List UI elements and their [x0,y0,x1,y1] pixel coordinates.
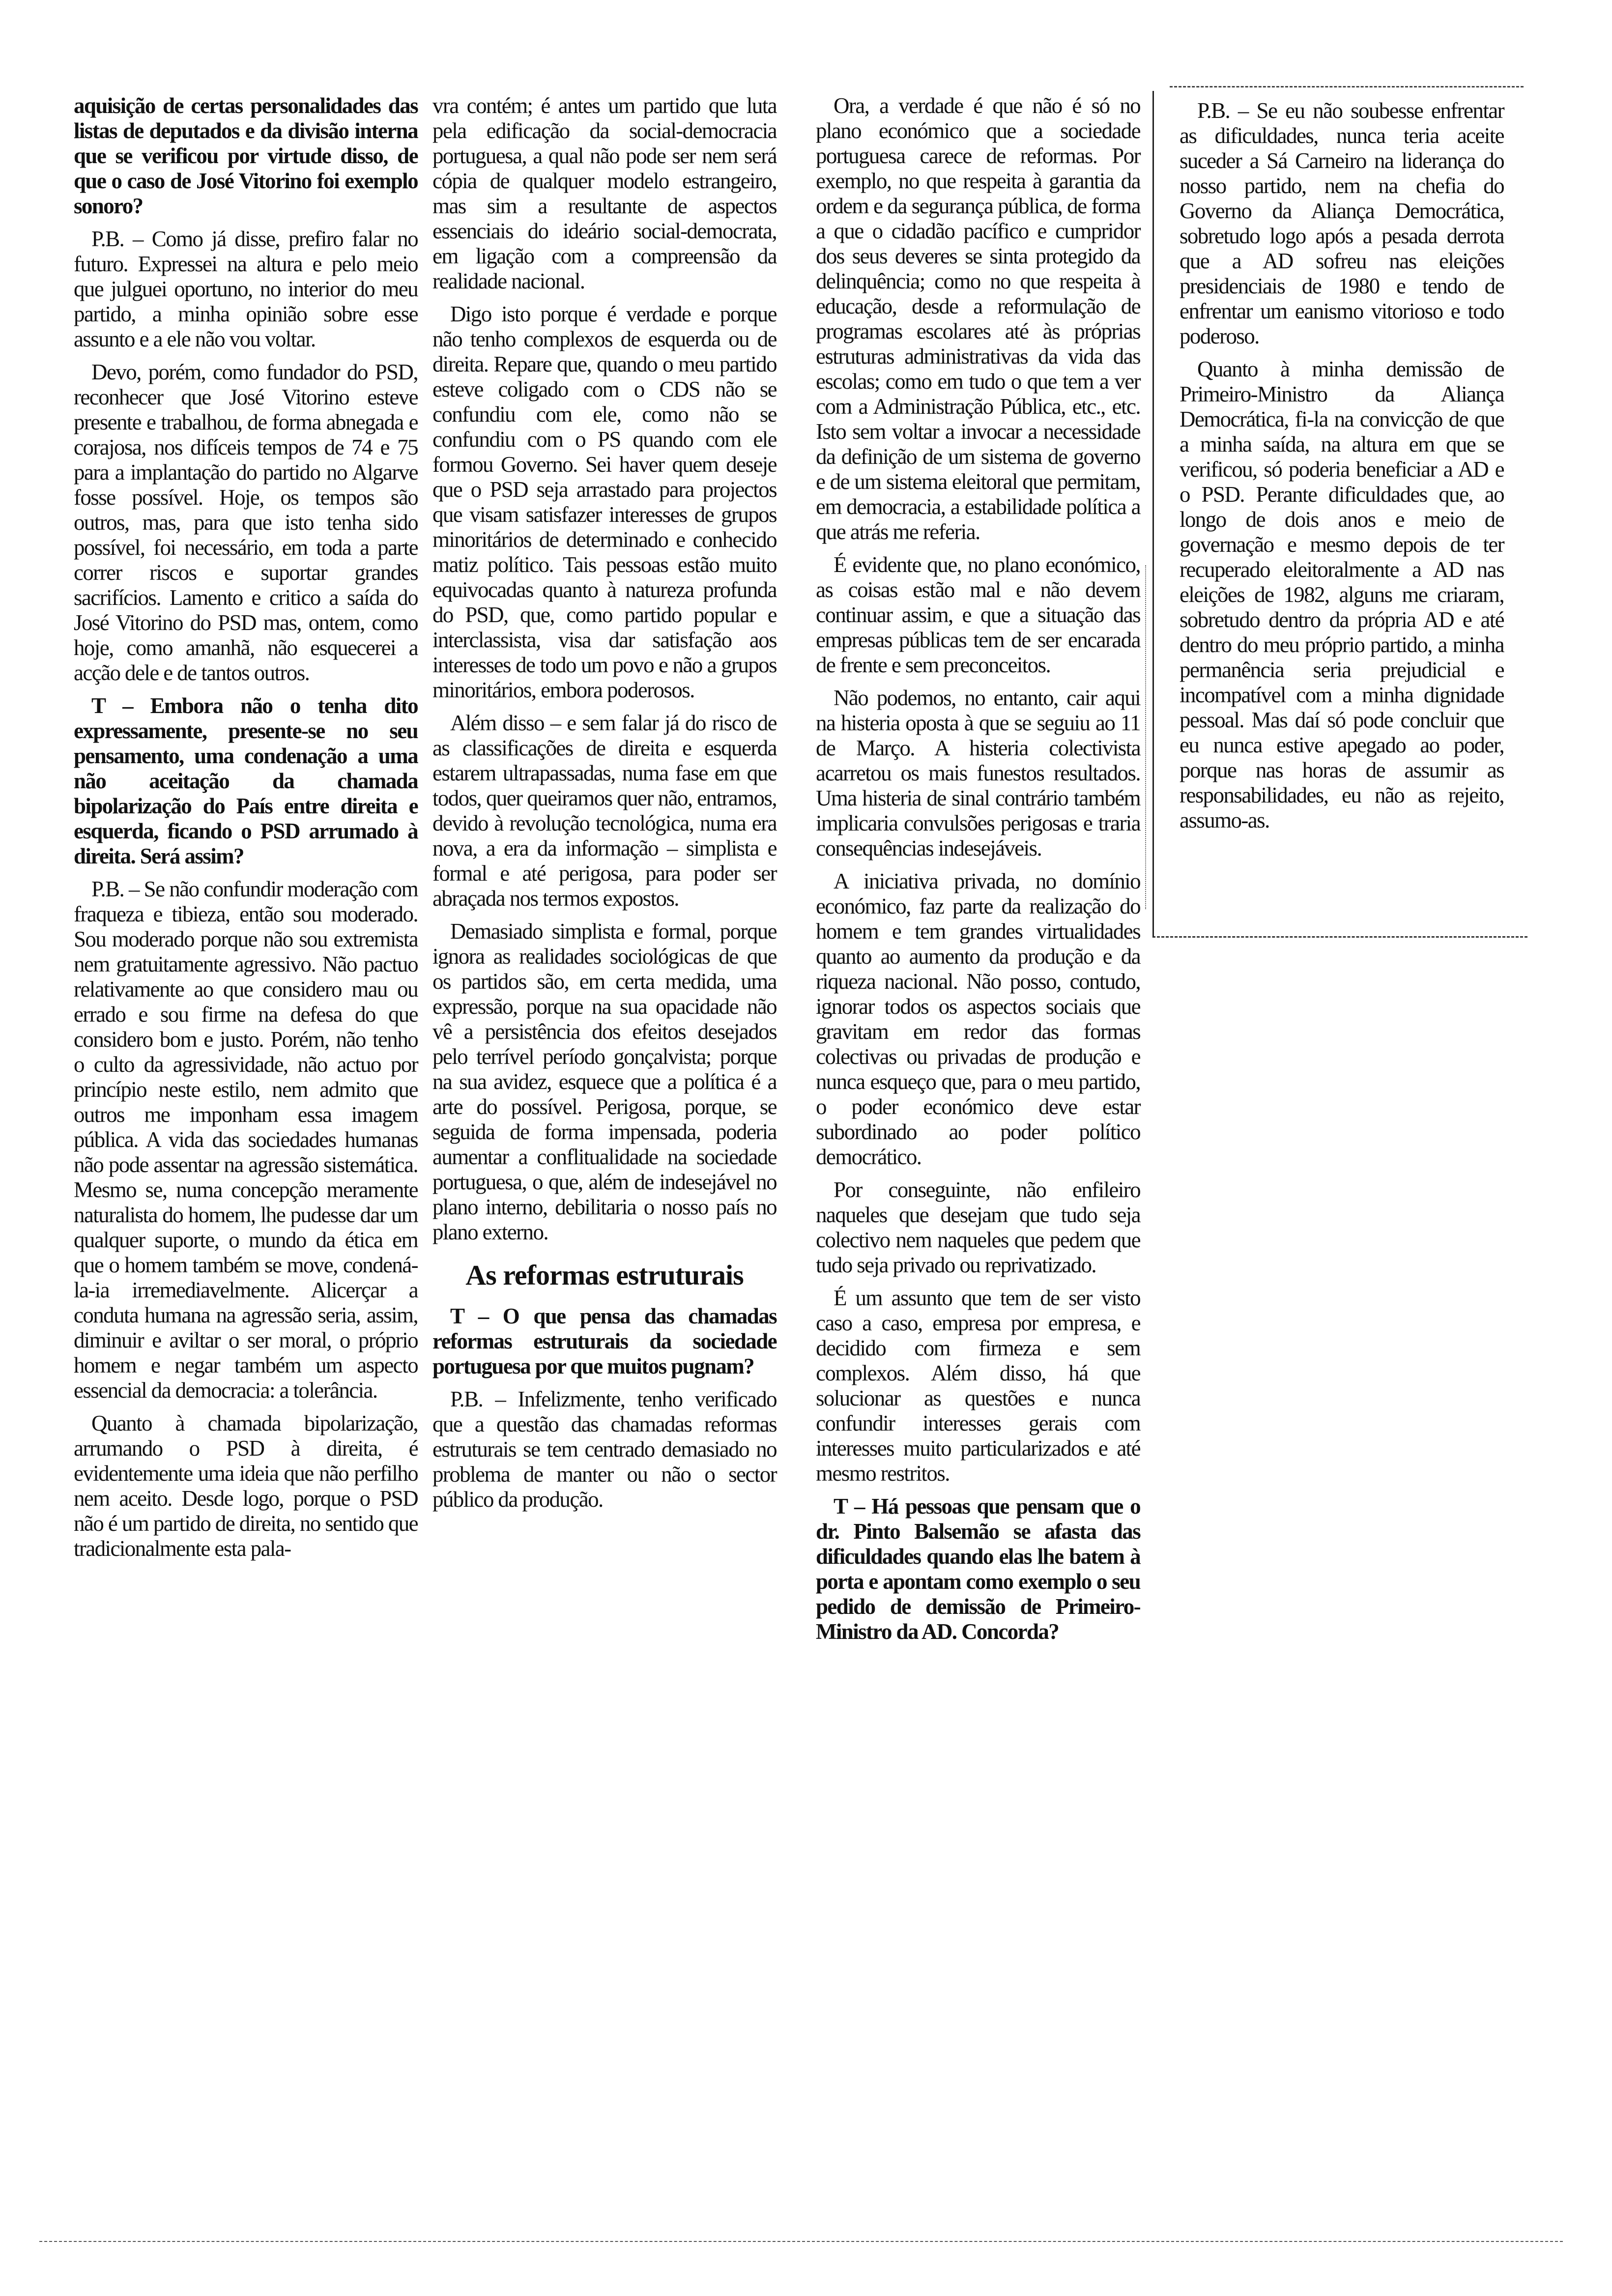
column-2 [432,93,777,1520]
answer-paragraph: Ora, a verdade é que não é só no plano económico que a sociedade portuguesa carece de reformas. Por exemplo, no que respeita à garantia da ordem e da segurança pública, de forma a que o cidadão pacífico e cumpridor dos seus deveres se sinta protegido da delinquência; como no que respeita à educação, desde a reformulação de programas escolares até às próprias estruturas administrativas da vida das escolas; como em tudo o que tem a ver com a Administração Pública, etc., etc. Isto sem voltar a invocar a necessidade da definição de um sistema de governo e de um sistema eleitoral que permitam, em democracia, a estabilidade política a que atrás me referia. [816,93,1140,544]
column-1 [74,93,418,1569]
answer-paragraph: Quanto à minha demissão de Primeiro-Ministro da Aliança Democrática, fi-la na convicção de que a minha saída, na altura em que se verificou, só poderia beneficiar a AD e o PSD. Perante dificuldades que, ao longo de dois anos e meio de governação e mesmo depois de ter recuperado eleitoralmente a AD nas eleições de 1982, alguns me criaram, sobretudo dentro da própria AD e até dentro do meu próprio partido, a minha permanência seria prejudicial e incompatível com a minha dignidade pessoal. Mas daí só pode concluir que eu nunca estive apegado ao poder, porque nas horas de assumir as responsabilidades, eu não as rejeito, assumo-as. [1180,357,1504,832]
question-continuation: aquisição de certas personalidades das listas de deputados e da divisão interna que se verificou por virtude disso, de que o caso de José Vitorino foi exemplo sonoro? [74,93,418,218]
column-4-boxed [1180,98,1504,841]
answer-paragraph: É evidente que, no plano económico, as coisas estão mal e não devem continuar assim, e que a situação das empresas públicas tem de ser encarada de frente e sem preconceitos. [816,552,1140,677]
answer-paragraph: P.B. – Infelizmente, tenho verificado que a questão das chamadas reformas estruturais se tem centrado demasiado no problema de manter ou não o sector público da produção. [432,1387,777,1512]
box-top-rule [1170,86,1524,87]
column-divider [1145,565,1146,909]
answer-paragraph: Devo, porém, como fundador do PSD, reconhecer que José Vitorino esteve presente e trabalhou, de forma abnegada e corajosa, nos difíceis tempos de 74 e 75 para a implantação do partido no Algarve fosse possível. Hoje, os tempos são outros, mas, para que isto tenha sido possível, foi necessário, em toda a parte correr riscos e suportar grandes sacrifícios. Lamento e critico a saída do José Vitorino do PSD mas, ontem, como hoje, como amanhã, não esquecerei a acção dele e de tantos outros. [74,360,418,685]
column-3 [816,93,1140,1652]
answer-paragraph: Não podemos, no entanto, cair aqui na histeria oposta à que se seguiu ao 11 de Março. A histeria colectivista acarretou os mais funestos resultados. Uma histeria de sinal contrário também implicaria convulsões perigosas e traria consequências indesejáveis. [816,686,1140,861]
question-paragraph: T – O que pensa das chamadas reformas estruturais da sociedade portuguesa por que muitos pugnam? [432,1304,777,1378]
bottom-rule [39,2241,1563,2242]
answer-paragraph: A iniciativa privada, no domínio económico, faz parte da realização do homem e tem grandes virtualidades quanto ao aumento da produção e da riqueza nacional. Não posso, contudo, ignorar todos os aspectos sociais que gravitam em redor das formas colectivas ou privadas de produção e nunca esqueço que, para o meu partido, o poder económico deve estar subordinado ao poder político democrático. [816,869,1140,1169]
answer-paragraph: É um assunto que tem de ser visto caso a caso, empresa por empresa, e decidido com firmeza e sem complexos. Além disso, há que solucionar as questões e nunca confundir interesses gerais com interesses muito particularizados e até mesmo restritos. [816,1286,1140,1486]
answer-paragraph: P.B. – Se eu não soubesse enfrentar as dificuldades, nunca teria aceite suceder a Sá Carneiro na liderança do nosso partido, nem na chefia do Governo da Aliança Democrática, sobretudo logo após a pesada derrota que a AD sofreu nas eleições presidenciais de 1980 e tendo de enfrentar um eanismo vitorioso e todo poderoso. [1180,98,1504,348]
answer-paragraph: Além disso – e sem falar já do risco de as classificações de direita e esquerda estarem ultrapassadas, numa fase em que todos, quer queiramos quer não, entramos, devido à revolução tecnológica, numa era nova, a era da informação – simplista e formal e até perigosa, para poder ser abraçada nos termos expostos. [432,711,777,911]
answer-paragraph: P.B. – Se não confundir moderação com fraqueza e tibieza, então sou moderado. Sou moderado porque não sou extremista nem gratuitamente agressivo. Não pactuo relativamente ao que considero mau ou errado e sou firme na defesa do que considero bom e justo. Porém, não tenho o culto da agressividade, não actuo por princípio neste estilo, nem admito que outros me imponham essa imagem pública. A vida das sociedades humanas não pode assentar na agressão sistemática. Mesmo se, numa concepção meramente naturalista do homem, lhe pudesse dar um qualquer suporte, o mundo da ética em que o homem também se move, condená-la-ia irremediavelmente. Alicerçar a conduta humana na agressão seria, assim, diminuir e aviltar o ser moral, o próprio homem e negar também um aspecto essencial da democracia: a tolerância. [74,877,418,1403]
answer-paragraph: Por conseguinte, não enfileiro naqueles que desejam que tudo seja colectivo nem naqueles que pedem que tudo seja privado ou reprivatizado. [816,1177,1140,1277]
question-paragraph: T – Embora não o tenha dito expressamente, presente-se no seu pensamento, uma condenação a uma não aceitação da chamada bipolarização do País entre direita e esquerda, ficando o PSD arrumado à direita. Será assim? [74,693,418,868]
section-subheading: As reformas estruturais [465,1259,744,1291]
answer-paragraph: Quanto à chamada bipolarização, arrumando o PSD à direita, é evidentemente uma ideia que não perfilho nem aceito. Desde logo, porque o PSD não é um partido de direita, no sentido que tradicionalmente esta pala- [74,1411,418,1561]
answer-paragraph: Digo isto porque é verdade e porque não tenho complexos de esquerda ou de direita. Repare que, quando o meu partido esteve coligado com o CDS não se confundiu com ele, como não se confundiu com o PS quando com ele formou Governo. Sei haver quem deseje que o PSD seja arrastado para projectos que visam satisfazer interesses de grupos minoritários de determinado e conhecido matiz político. Tais pessoas estão muito equivocadas quanto à natureza profunda do PSD, que, como partido popular e interclassista, visa dar satisfação aos interesses de todo um povo e não a grupos minoritários, embora poderosos. [432,302,777,702]
question-paragraph: T – Há pessoas que pensam que o dr. Pinto Balsemão se afasta das dificuldades quando elas lhe batem à porta e apontam como exemplo o seu pedido de demissão de Primeiro-Ministro da AD. Concorda? [816,1494,1140,1644]
answer-paragraph: P.B. – Como já disse, prefiro falar no futuro. Expressei na altura e pelo meio que julguei oportuno, no interior do meu partido, a minha opinião sobre esse assunto e a ele não vou voltar. [74,227,418,351]
answer-paragraph: Demasiado simplista e formal, porque ignora as realidades sociológicas de que os partidos são, em certa medida, uma expressão, porque na sua opacidade não vê a persistência dos efeitos desejados pelo terrível período gonçalvista; porque na sua avidez, esquece que a política é a arte do possível. Perigosa, porque, se seguida de forma impensada, poderia aumentar a conflitualidade na sociedade portuguesa, o que, além de indesejável no plano interno, debilitaria o nosso país no plano externo. [432,919,777,1244]
answer-paragraph: vra contém; é antes um partido que luta pela edificação da social-democracia portuguesa, a qual não pode ser nem será cópia de qualquer modelo estrangeiro, mas sim a resultante de aspectos essenciais do ideário social-democrata, em ligação com a compreensão da realidade nacional. [432,93,777,293]
